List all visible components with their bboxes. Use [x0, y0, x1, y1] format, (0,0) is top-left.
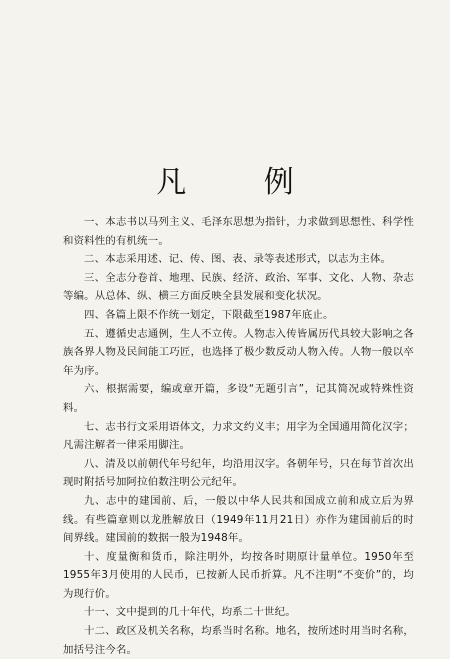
- body-text: [63, 213, 414, 659]
- paragraph: 三、全志分卷首、地理、民族、经济、政治、军事、文化、人物、杂志等编。从总体、纵、横三方面反映全县发展和变化状况。: [63, 271, 414, 303]
- paragraph: 十二、政区及机关名称，均系当时名称。地名，按所述时用当时名称，加括号注今名。: [63, 625, 414, 656]
- paragraph: 七、志书行文采用语体文，力求文约义丰；用字为全国通用简化汉字；凡需注解者一律采用脚注。: [63, 420, 414, 452]
- page-title: 凡 例: [156, 165, 328, 200]
- paragraph: 一、本志书以马列主义、毛泽东思想为指针，力求做到思想性、科学性和资料性的有机统一。: [63, 216, 414, 247]
- paragraph: 四、各篇上限不作统一划定，下限截至1987年底止。: [84, 308, 334, 321]
- paragraph: 十、度量衡和货币，除注明外，均按各时期原计量单位。1950年至1955年3月使用的人民币，已按新人民币折算。凡不注明“不变价”的，均为现行价。: [63, 550, 414, 600]
- paragraph: 九、志中的建国前、后，一般以中华人民共和国成立前和成立后为界线。有些篇章则以龙胜解放日（1949年11月21日）亦作为建国前后的时间界线。建国前的数据一般为1948年。: [63, 494, 414, 545]
- paragraph: 五、遵循史志通例，生人不立传。人物志入传皆属历代具较大影响之各族各界人物及民间能工巧匠，也选择了极少数反动人物入传。人物一般以卒年为序。: [63, 327, 414, 377]
- paragraph: 八、清及以前朝代年号纪年，均沿用汉字。各朝年号，只在每节首次出现时附括号加阿拉伯数注明公元纪年。: [63, 457, 414, 489]
- paragraph: 二、本志采用述、记、传、图、表、录等表述形式，以志为主体。: [84, 253, 392, 266]
- paragraph: 六、根据需要，编或章开篇，多设“无题引言”，记其简况或特殊性资料。: [63, 383, 414, 414]
- paragraph: 十一、文中提到的几十年代，均系二十世纪。: [84, 606, 296, 619]
